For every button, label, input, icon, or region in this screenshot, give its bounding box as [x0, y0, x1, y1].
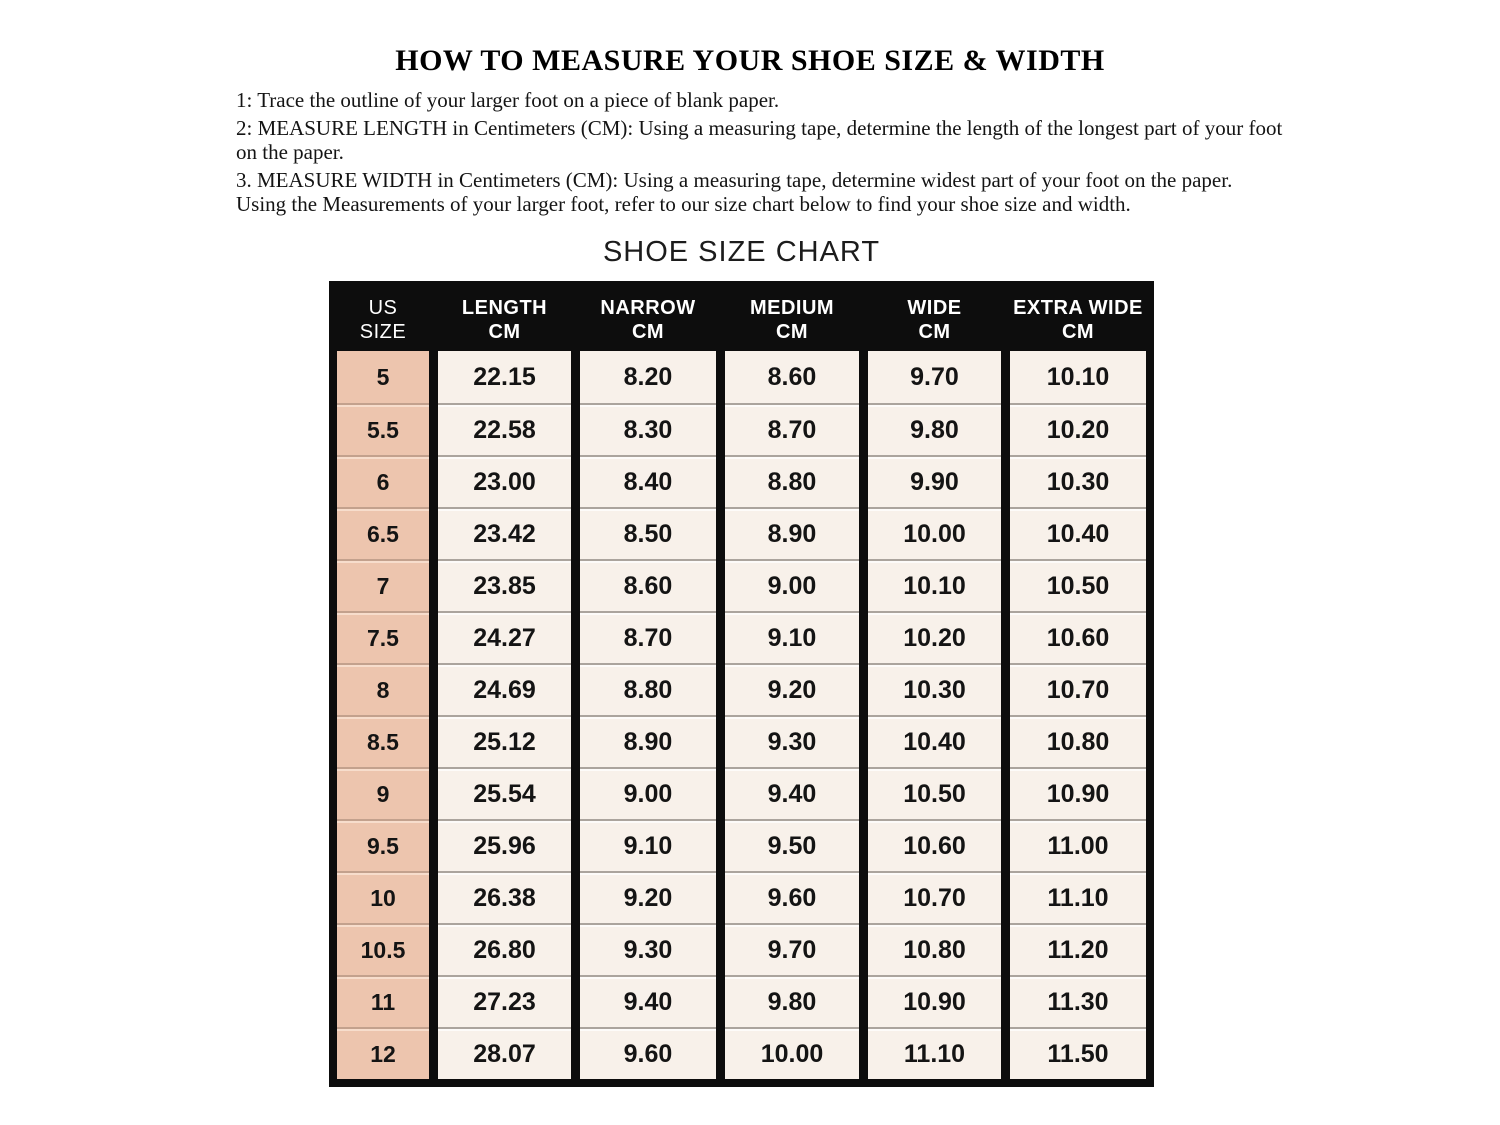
measurement-cell: 11.30: [1010, 975, 1146, 1027]
measurement-cell: 9.60: [580, 1027, 716, 1079]
measurement-cell: 9.80: [725, 975, 859, 1027]
column-header-line: LENGTH: [461, 297, 548, 319]
measurement-cell: 9.00: [725, 559, 859, 611]
column-header-narrow: [580, 289, 716, 351]
instruction-step-1: 1: Trace the outline of your larger foot on a piece of blank paper.: [236, 88, 780, 112]
us-size-cell: 7.5: [337, 611, 429, 663]
measurement-cell: 11.20: [1010, 923, 1146, 975]
measurement-cell: 10.70: [1010, 663, 1146, 715]
us-size-cell: 11: [337, 975, 429, 1027]
us-size-cell: 6.5: [337, 507, 429, 559]
column-header-line: US: [368, 297, 398, 319]
column-header-line: MEDIUM: [749, 297, 835, 319]
column-header-line: NARROW: [600, 297, 696, 319]
measurement-cell: 11.00: [1010, 819, 1146, 871]
measurement-cell: 10.40: [1010, 507, 1146, 559]
measurement-cell: 10.40: [868, 715, 1001, 767]
measurement-cell: 8.40: [580, 455, 716, 507]
measurement-cell: 22.58: [438, 403, 571, 455]
size-chart-table: [329, 281, 1154, 1087]
measurement-cell: 9.20: [580, 871, 716, 923]
chart-heading: SHOE SIZE CHART: [602, 236, 881, 268]
us-size-cell: 8.5: [337, 715, 429, 767]
column-header-line: CM: [775, 321, 809, 343]
column-header-line: CM: [488, 321, 521, 343]
column-header-medium: [725, 289, 859, 351]
column-header-line: WIDE: [907, 297, 962, 319]
column-header-line: CM: [918, 321, 951, 343]
measurement-cell: 23.42: [438, 507, 571, 559]
us-size-cell: 9.5: [337, 819, 429, 871]
column-header-us-size: [337, 289, 429, 351]
measurement-cell: 11.50: [1010, 1027, 1146, 1079]
instruction-step-3: 3. MEASURE WIDTH in Centimeters (CM): Using a measuring tape, determine widest part of your foot on the paper.: [236, 168, 1233, 192]
measurement-cell: 9.90: [868, 455, 1001, 507]
measurement-cell: 8.90: [580, 715, 716, 767]
instruction-step-2: 2: MEASURE LENGTH in Centimeters (CM): Using a measuring tape, determine the length of the longest part of your foot: [236, 116, 1283, 140]
measurement-cell: 9.80: [868, 403, 1001, 455]
measurement-cell: 10.50: [1010, 559, 1146, 611]
measurement-cell: 8.60: [725, 351, 859, 403]
measurement-cell: 9.60: [725, 871, 859, 923]
measurement-cell: 10.20: [868, 611, 1001, 663]
page-title: HOW TO MEASURE YOUR SHOE SIZE & WIDTH: [395, 44, 1105, 77]
measurement-cell: 9.50: [725, 819, 859, 871]
column-header-length: [438, 289, 571, 351]
measurement-cell: 8.30: [580, 403, 716, 455]
measurement-cell: 10.60: [1010, 611, 1146, 663]
measurement-cell: 28.07: [438, 1027, 571, 1079]
measurement-cell: 9.40: [580, 975, 716, 1027]
measurement-cell: 10.90: [1010, 767, 1146, 819]
instructions: [236, 88, 1500, 216]
us-size-cell: 5: [337, 351, 429, 403]
measurement-cell: 10.30: [868, 663, 1001, 715]
measurement-cell: 10.10: [1010, 351, 1146, 403]
measurement-cell: 27.23: [438, 975, 571, 1027]
measurement-cell: 26.38: [438, 871, 571, 923]
measurement-cell: 9.70: [725, 923, 859, 975]
measurement-cell: 8.70: [725, 403, 859, 455]
measurement-cell: 10.20: [1010, 403, 1146, 455]
us-size-cell: 5.5: [337, 403, 429, 455]
measurement-cell: 11.10: [1010, 871, 1146, 923]
measurement-cell: 25.54: [438, 767, 571, 819]
measurement-cell: 23.85: [438, 559, 571, 611]
measurement-cell: 10.80: [868, 923, 1001, 975]
measurement-cell: 9.00: [580, 767, 716, 819]
measurement-cell: 8.50: [580, 507, 716, 559]
measurement-cell: 9.40: [725, 767, 859, 819]
measurement-cell: 10.90: [868, 975, 1001, 1027]
column-header-line: EXTRA WIDE: [1013, 297, 1143, 319]
measurement-cell: 10.80: [1010, 715, 1146, 767]
measurement-cell: 10.10: [868, 559, 1001, 611]
measurement-cell: 8.80: [725, 455, 859, 507]
measurement-cell: 10.00: [868, 507, 1001, 559]
measurement-cell: 25.12: [438, 715, 571, 767]
column-header-extra-wide: [1010, 289, 1146, 351]
measurement-cell: 22.15: [438, 351, 571, 403]
measurement-cell: 24.27: [438, 611, 571, 663]
measurement-cell: 8.60: [580, 559, 716, 611]
measurement-cell: 8.90: [725, 507, 859, 559]
measurement-cell: 10.60: [868, 819, 1001, 871]
measurement-cell: 10.70: [868, 871, 1001, 923]
measurement-cell: 8.70: [580, 611, 716, 663]
measurement-cell: 8.20: [580, 351, 716, 403]
measurement-cell: 11.10: [868, 1027, 1001, 1079]
measurement-cell: 9.30: [580, 923, 716, 975]
measurement-cell: 25.96: [438, 819, 571, 871]
measurement-cell: 9.30: [725, 715, 859, 767]
column-header-line: CM: [1061, 321, 1095, 343]
column-header-wide: [868, 289, 1001, 351]
column-header-line: CM: [631, 321, 665, 343]
us-size-cell: 10: [337, 871, 429, 923]
measurement-cell: 9.10: [725, 611, 859, 663]
measurement-cell: 23.00: [438, 455, 571, 507]
us-size-cell: 8: [337, 663, 429, 715]
column-header-line: SIZE: [359, 321, 407, 343]
measurement-cell: 10.30: [1010, 455, 1146, 507]
measurement-cell: 24.69: [438, 663, 571, 715]
us-size-cell: 12: [337, 1027, 429, 1079]
measurement-cell: 10.00: [725, 1027, 859, 1079]
measurement-cell: 10.50: [868, 767, 1001, 819]
measurement-cell: 26.80: [438, 923, 571, 975]
measurement-cell: 9.10: [580, 819, 716, 871]
us-size-cell: 10.5: [337, 923, 429, 975]
us-size-cell: 6: [337, 455, 429, 507]
measurement-cell: 8.80: [580, 663, 716, 715]
us-size-cell: 9: [337, 767, 429, 819]
measurement-cell: 9.20: [725, 663, 859, 715]
us-size-cell: 7: [337, 559, 429, 611]
measurement-cell: 9.70: [868, 351, 1001, 403]
instruction-summary: Using the Measurements of your larger foot, refer to our size chart below to find your shoe size and width.: [236, 192, 1131, 216]
instruction-step-2-continued: on the paper.: [236, 140, 344, 164]
